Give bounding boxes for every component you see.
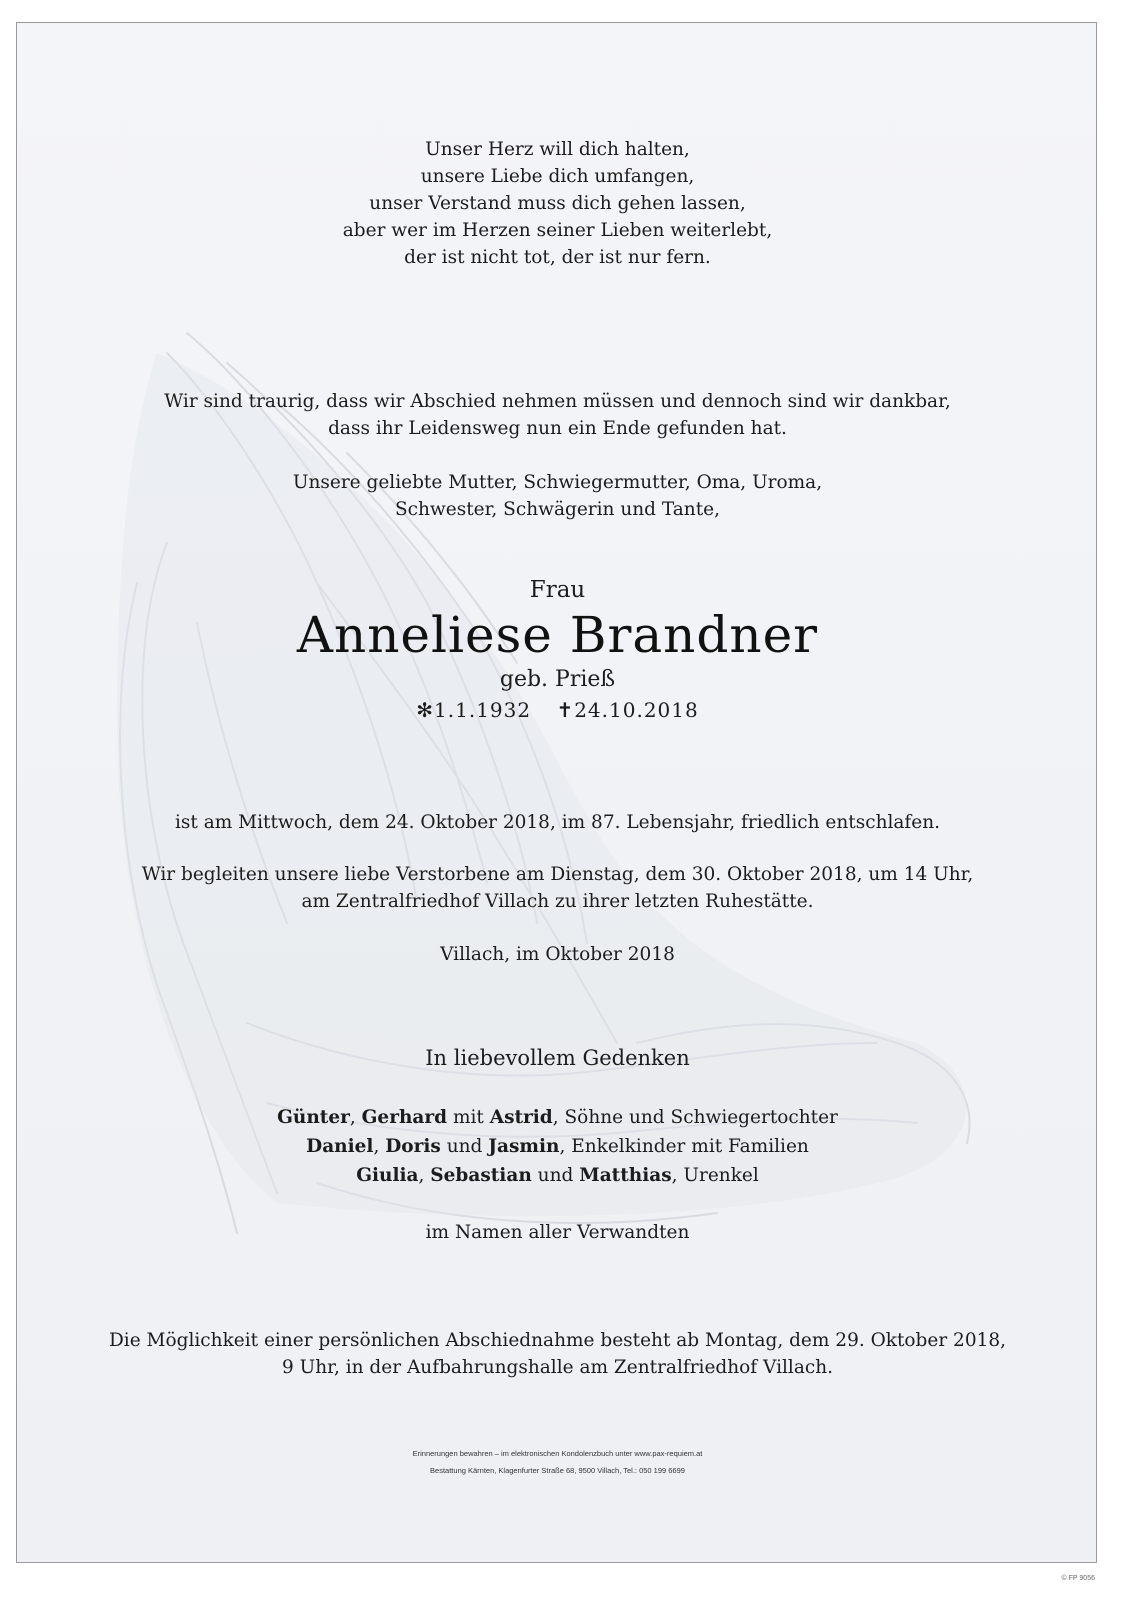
intro-line: Wir sind traurig, dass wir Abschied nehmen müssen und dennoch sind wir dankbar,: [164, 391, 951, 412]
relation: , Söhne und Schwiegertochter: [552, 1107, 838, 1128]
poem-line: Unser Herz will dich halten,: [425, 139, 690, 160]
relatives-line: im Namen aller Verwandten: [425, 1222, 690, 1243]
separator: ,: [349, 1107, 362, 1128]
relations-text: [17, 469, 1097, 523]
mourners-sons: [17, 1103, 1097, 1132]
maiden-name: geb. Prieß: [499, 667, 616, 692]
intro-line: dass ihr Leidensweg nun ein Ende gefunden hat.: [328, 418, 787, 439]
footer-condolence: Erinnerungen bewahren – im elektronischen Kondolenzbuch unter www.pax-requiem.at: [412, 1449, 703, 1458]
relation: , Urenkel: [671, 1165, 759, 1186]
poem-line: der ist nicht tot, der ist nur fern.: [404, 247, 711, 268]
mourner-name: Doris: [385, 1136, 441, 1157]
place-date-line: Villach, im Oktober 2018: [440, 944, 675, 965]
form-code: © FP 9056: [1061, 1575, 1095, 1582]
mourner-name: Giulia: [356, 1165, 419, 1186]
relation: , Enkelkinder mit Familien: [559, 1136, 809, 1157]
separator: ,: [373, 1136, 386, 1157]
deceased-info: [17, 575, 1097, 725]
life-dates: [17, 695, 1097, 725]
relatives-text: [17, 1219, 1097, 1246]
relations-line: Schwester, Schwägerin und Tante,: [394, 499, 720, 520]
footer-undertaker: Bestattung Kärnten, Klagenfurter Straße 68, 9500 Villach, Tel.: 050 199 6699: [430, 1466, 685, 1475]
salutation: Frau: [529, 577, 586, 603]
mourner-name: Astrid: [489, 1107, 553, 1128]
viewing-text: [17, 1327, 1097, 1381]
mourner-name: Günter: [277, 1107, 350, 1128]
death-date: ✝24.10.2018: [556, 698, 699, 722]
separator: mit: [447, 1107, 490, 1128]
intro-text: [17, 388, 1097, 442]
mourner-name: Gerhard: [361, 1107, 448, 1128]
mourners-list: [17, 1103, 1097, 1190]
birth-date: ✻1.1.1932: [416, 698, 532, 722]
in-memory-heading: [17, 1045, 1097, 1072]
mourner-name: Daniel: [306, 1136, 374, 1157]
separator: ,: [418, 1165, 431, 1186]
obituary-card: [16, 22, 1097, 1563]
mourner-name: Sebastian: [430, 1165, 532, 1186]
mourner-name: Matthias: [579, 1165, 672, 1186]
separator: und: [531, 1165, 580, 1186]
mourner-name: Jasmin: [488, 1136, 560, 1157]
funeral-line: am Zentralfriedhof Villach zu ihrer letzten Ruhestätte.: [301, 891, 814, 912]
mourners-grandchildren: [17, 1132, 1097, 1161]
passing-line: ist am Mittwoch, dem 24. Oktober 2018, im 87. Lebensjahr, friedlich entschlafen.: [174, 812, 941, 833]
funeral-line: Wir begleiten unsere liebe Verstorbene am Dienstag, dem 30. Oktober 2018, um 14 Uhr,: [141, 864, 974, 885]
mourners-great-grandchildren: [17, 1161, 1097, 1190]
place-date: [17, 941, 1097, 968]
poem: [17, 136, 1097, 271]
separator: und: [440, 1136, 489, 1157]
poem-line: unser Verstand muss dich gehen lassen,: [369, 193, 746, 214]
viewing-line: 9 Uhr, in der Aufbahrungshalle am Zentralfriedhof Villach.: [281, 1357, 834, 1378]
poem-line: aber wer im Herzen seiner Lieben weiterlebt,: [342, 220, 773, 241]
relations-line: Unsere geliebte Mutter, Schwiegermutter, Oma, Uroma,: [292, 472, 823, 493]
passing-text: [17, 809, 1097, 836]
in-memory-line: In liebevollem Gedenken: [425, 1046, 690, 1070]
poem-line: unsere Liebe dich umfangen,: [420, 166, 695, 187]
footer: [17, 1445, 1097, 1479]
deceased-name: Anneliese Brandner: [296, 606, 819, 664]
viewing-line: Die Möglichkeit einer persönlichen Abschiednahme besteht ab Montag, dem 29. Oktober 2018,: [108, 1330, 1007, 1351]
funeral-text: [17, 861, 1097, 915]
